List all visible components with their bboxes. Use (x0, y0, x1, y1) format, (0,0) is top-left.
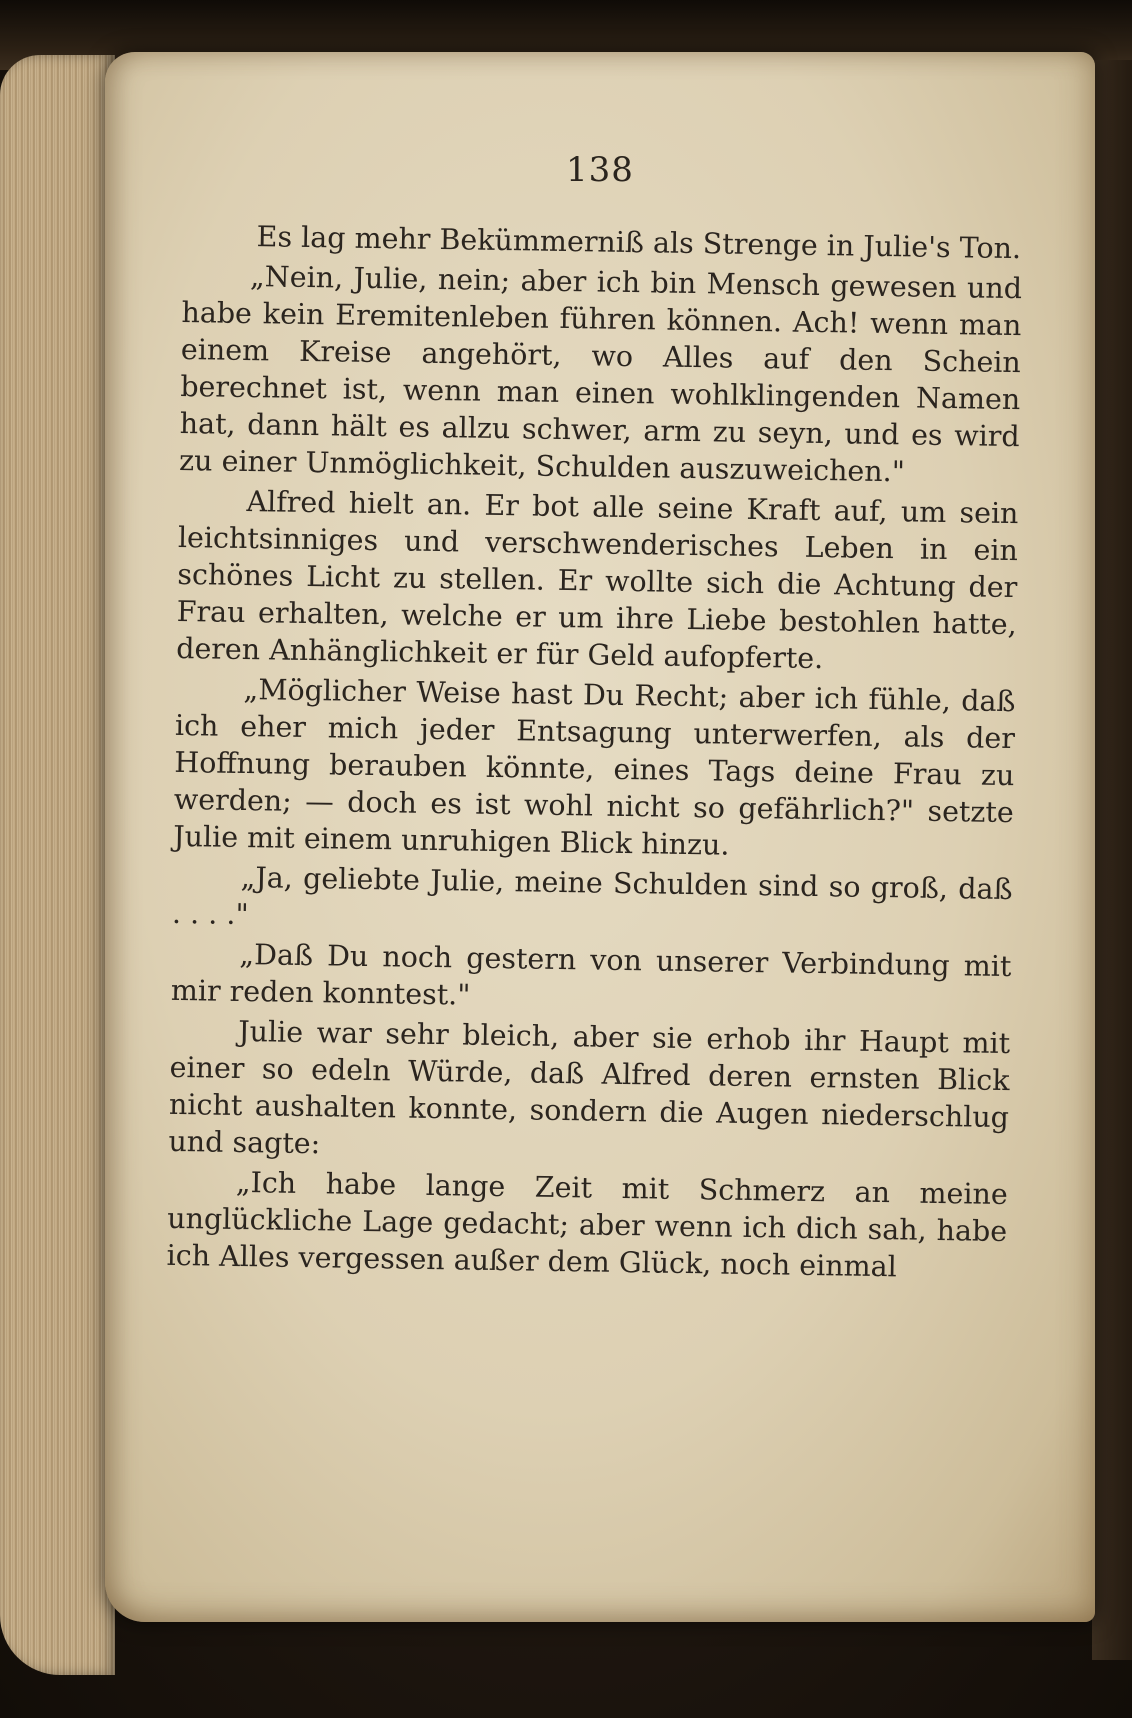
paragraph: „Nein, Julie, nein; aber ich bin Mensch gewesen und habe kein Eremitenleben führen können. Ach! wenn man einem Kreise angehört, wo Alles auf den Schein berechnet ist, wenn man einen wohlklingenden Namen hat, dann hält es allzu schwer, arm zu seyn, und es wird zu einer Unmöglichkeit, Schulden auszuweichen." (178, 260, 1023, 489)
book-cover-right (1092, 60, 1132, 1660)
page-stack-edge (0, 55, 115, 1675)
paragraph: Es lag mehr Bekümmerniß als Strenge in Julie's Ton. (256, 220, 1022, 266)
book-page (105, 52, 1095, 1622)
paragraph: Alfred hielt an. Er bot alle seine Kraft auf, um sein leichtsinniges und verschwenderisches Leben in ein schönes Licht zu stellen. Er wollte sich die Achtung der Frau erhalten, welche er um ihre Liebe bestohlen hatte, deren Anhänglichkeit er für Geld aufopferte. (175, 485, 1019, 676)
paragraph: „Daß Du noch gestern von unserer Verbindung mit mir reden konntest." (170, 937, 1012, 1012)
page-body (166, 217, 1023, 1290)
page-number: 138 (566, 150, 634, 190)
paragraph: Julie war sehr bleich, aber sie erhob ihr Haupt mit einer so edeln Würde, daß Alfred deren ernsten Blick nicht aushalten konnte, sondern die Augen niederschlug und sagte: (168, 1014, 1011, 1161)
paragraph: „Ja, geliebte Julie, meine Schulden sind so groß, daß . . . ." (171, 860, 1013, 932)
paragraph: „Möglicher Weise hast Du Recht; aber ich fühle, daß ich eher mich jeder Entsagung unterwerfen, als der Hoffnung berauben könnte, eines Tags deine Frau zu werden; — doch es ist wohl nicht so gefährlich?" setzte Julie mit einem unruhigen Blick hinzu. (173, 673, 1016, 862)
paragraph: „Ich habe lange Zeit mit Schmerz an meine unglückliche Lage gedacht; aber wenn ich dich sah, habe ich Alles vergessen außer dem Glück, noch einmal (166, 1165, 1009, 1284)
